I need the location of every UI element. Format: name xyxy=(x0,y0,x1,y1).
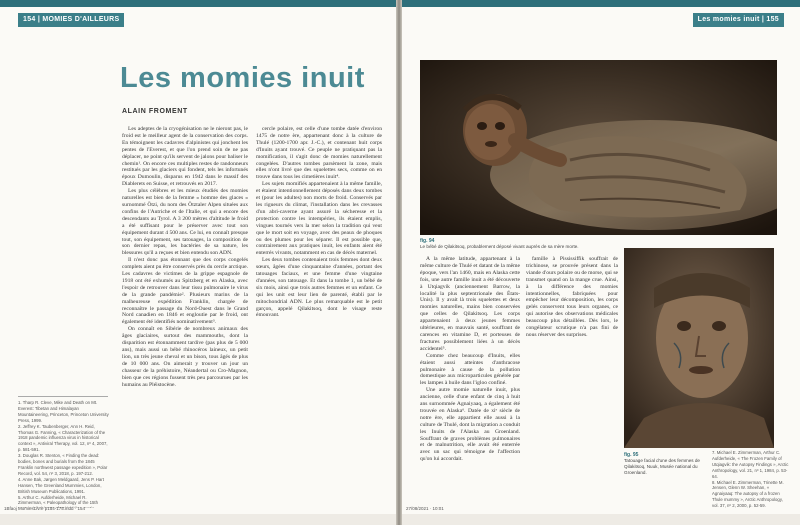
left-footer: 1Bfaoj MomiesLivre p154-175.indd · 154 xyxy=(4,506,86,511)
footnote: 3. Douglas R. Stenton, « Finding the dead: bodies, bones and burials from the 1845 Franklin northwest passage expedition », Polar Record, vol. 54, nº 3, 2018, p. 197-212. xyxy=(18,453,108,476)
footnotes-right xyxy=(712,450,790,508)
paragraph: famille à Pississiffik souffrait de trichinose, se prouvée présent dans la viande d'ours polaire ou de morse, qui se transmet quand on la mange crue. Ainsi, à la différence des momies intentionnelles, fabriquées pour empêcher leur décomposition, les corps gelés conservent tous leurs organes, ce qui autorise des observations médicales beaucoup plus détaillées. Dès lors, le congélateur scrutique n'a pas fini de nous réserver des surprises. xyxy=(526,256,618,338)
footnote: 1. Tharp R. Cleve, Mike and Death on Mt. Everest: Tibetan and Himalayan Mountaineering, Princeton, Princeton University Press, 1999. xyxy=(18,400,109,423)
fig95-number: fig. 95 xyxy=(624,452,639,458)
fig95-caption: Tatouage facial d'une des femmes de Qilakitsoq, Nuuk, Musée national du Groenland. xyxy=(624,458,700,475)
right-folio-title: Les momies inuit xyxy=(697,16,760,23)
article-author: ALAIN FROMENT xyxy=(122,108,188,115)
right-page xyxy=(402,0,800,514)
paragraph: cercle polaire, est celle d'une tombe datée d'environ 1475 de notre ère, appartenant donc à la culture de Thulé (1200-1700 apr. J.-C.), et contenant huit corps d'Inuits ayant trouvé. Ce peuple ne pratiquant pas la momification, il s'agit donc de momies naturellement congelées. D'autres tombes parsèment la zone, mais elles n'ont livré que des squelettes secs, comme on en trouve dans tous les cimetières inuit⁴. xyxy=(256,126,382,181)
left-column-2 xyxy=(256,126,382,509)
left-column-1 xyxy=(122,126,248,509)
fig94-number: fig. 94 xyxy=(420,238,435,244)
footnote: 7. Michael E. Zimmerman, Arthur C. Aufderheide, « The Frozen Family of Utqiagvik: the Autopsy Findings », Arctic Anthropology, vol. 21, nº 1, 1984, p. 53-64. xyxy=(712,450,789,479)
right-folio-number: 155 xyxy=(766,16,779,23)
paragraph: Une autre momie naturelle inuit, plus ancienne, celle d'une enfant de cinq à huit ans surnommée Agnaiyaaq, a également été trouvée en Alaska⁶. Datée de xiᵉ siècle de notre ère, elle appartient elle aussi à la culture de Thulé, dont la migration a conduit les Inuits de l'Alaska au Groenland. Souffrant de graves problèmes pulmonaires et de malnutrition, elle avait été enterrée avec un sac qui témoigne de l'affection qu'on lui accordait. xyxy=(420,387,520,463)
notes-rule xyxy=(18,396,108,397)
right-folio: Les momies inuit | 155 xyxy=(693,13,784,27)
paragraph: Les deux tombes contenaient trois femmes dont deux sœurs, âgées d'une cinquantaine d'années, portant des tatouages faciaux, et une femme d'une vingtaine d'années, son tatouage. Et dans la tombe 1, un bébé de six mois, ainsi que trois autres femmes et un enfant. Ce qui les unit est leur lien de parenté, établi par le mitochondrial ADN. Le plus remarquable est le petit garçon, appelé Qilakitsoq, dont le visage reste émouvant. xyxy=(256,257,382,319)
left-folio: 154 | MOMIES D'AILLEURS xyxy=(18,13,124,27)
paragraph: Comme chez beaucoup d'Inuits, elles étaient aussi atteintes d'anthracose pulmonaire à cause de la pollution domestique aux microparticules générée par les lampes à huile dans l'igloo confiné. xyxy=(420,352,520,387)
mummy-baby-photo xyxy=(420,60,777,235)
paragraph: Les adeptes de la cryogénisation ne le nieront pas, le froid est le meilleur agent de la conservation des corps. En témoignent les cadavres d'alpinistes qui jonchent les pentes de l'Everest, et que l'on prend soin de ne pas déplacer, ne point qu'ils servent de jalons pour baliser le chemin¹. On encore ces multiples restes de randonneurs restitués par les glaciers qui fondent, tels les infortunés époux Dumoulin, disparus en 1942 dans le massif des Diablerets en Suisse, et retrouvés en 2017. xyxy=(122,126,248,188)
left-headband xyxy=(0,0,396,7)
right-footer: 27/08/2021 · 10:01 xyxy=(406,506,444,511)
fig94-caption: Le bébé de Qilakitsoq, probablement déposé vivant auprès de sa mère morte. xyxy=(420,244,579,249)
paragraph: Les plus célèbres et les mieux étudiés des momies naturelles est bien de la femme « homme des glaces » surnommé Ötzi, du nom des Ötztaler Alpen situées aux confins de l'Autriche et de l'Italie, et qui a encore des descendants au Tyrol. A 3 200 mètres d'altitude le froid a été suffisant pour le préserver avec tout son équipement durant 4 500 ans. Ce lui, en connaît presque tout, son équipement, ses tatouages, la composition de son dernier repas, les bactéries de sa nature, les blessures qu'il a reçues et bien entendu son ADN. xyxy=(122,188,248,257)
footnote: 4. Anne Bak, Jørgen Meldgaard, Jens P. Hart Hansen, The Greenland Mummies, London, British Museum Publications, 1991. xyxy=(18,476,104,494)
paragraph: Il n'est donc pas étonnant que des corps congelés complets aient pu être conservés près du cercle arctique. Les cadavres de victimes de la grippe espagnole de 1918 ont été exhumés au Spitzberg et en Alaska, avec l'espoir de retrouver dans leur tissu pulmonaire le virus de la grande pandémie². Plusieurs marins de la malheureuse expédition Franklin, chargée de reconnaître le passage du Nord-Ouest dans le Grand Nord canadien en 1846 et engloutie par le froid, ont également été identifiés nominativement³. xyxy=(122,257,248,326)
right-column-2 xyxy=(526,256,618,396)
paragraph: On connaît en Sibérie de nombreux animaux des âges glaciaires, surtout des mammouths, dont la disparition est étonnamment tardive (pas plus de 5 000 ans), mais aussi un bébé rhinocéros laineux, un petit lion, un très jeune cheval et un bison, tous âgés de plus de 10 000 ans. On aimerait y trouver un jour un chasseur de la préhistoire, Néandertal ou Cro-Magnon, bien que ces régions fussent très peu parcourues par les humains au Pléistocène. xyxy=(122,326,248,388)
paragraph: Les sujets momifiés appartenaient à la même famille, et étaient intentionnellement déposés dans deux tombes et (pour les adultes) non morts de froid. Conservés par les rigueurs du climat, l'installation dans les crevasses d'un abri-caverne ayant assuré la sécheresse et la protection contre les intempéries, ils étaient emplis, vingues tournés vers la mer selon la tradition qui veut que le mort soit en voyage, avec des peaux de phoques ou des plumes pour les séparer. Il est possible que, contrairement aux pratiques inuit, les enfants aient été enterrés vivants, notamment en cas de décès maternel. xyxy=(256,181,382,257)
article-title: Les momies inuit xyxy=(120,62,365,94)
paragraph: À la même latitude, appartenant à la même culture de Thulé et datant de la même époque, vers l'an 1460, mais en Alaska cette fois, une autre famille inuit a été découverte à Utqiagvik (anciennement Barrow, la localité la plus septentrionale des États-Unis). Il y avait là trois squelettes et deux momies naturelles, mains bien conservées que celles de Qilakitsoq. Les corps appartenaient à deux jeunes femmes ultérieures, en mauvais santé, souffrant de carences en vitamine D, et porteuses de fractures possiblement liées à un décès accidentel⁵. xyxy=(420,256,520,352)
footnote: 8. Michael E. Zimmerman, Trinette M. Jensen, Glenn W. Sheehan, « Agnaiyaaq: The autopsy of a frozen Thule mummy », Arctic Anthropology, vol. 37, nº 2, 2000, p. 52-59. xyxy=(712,479,784,508)
footnote: 2. Jeffrey K. Taubenberger, Ann H. Reid, Thomas G. Fanning, « Characterization of the 1918 pandemic influenza virus in historical context », Antiviral Therapy, vol. 12, nº 4, 2007, p. 581-591. xyxy=(18,423,108,453)
right-headband xyxy=(402,0,800,7)
footnotes-left xyxy=(18,400,110,508)
right-column-1 xyxy=(420,256,520,509)
footnote: 5. Arthur C. Aufderheide, Michael R. Zimmerman, « Paleopathology of the 15th xyxy=(18,494,99,506)
left-page xyxy=(0,0,396,514)
tattoo-face-photo xyxy=(624,248,774,448)
